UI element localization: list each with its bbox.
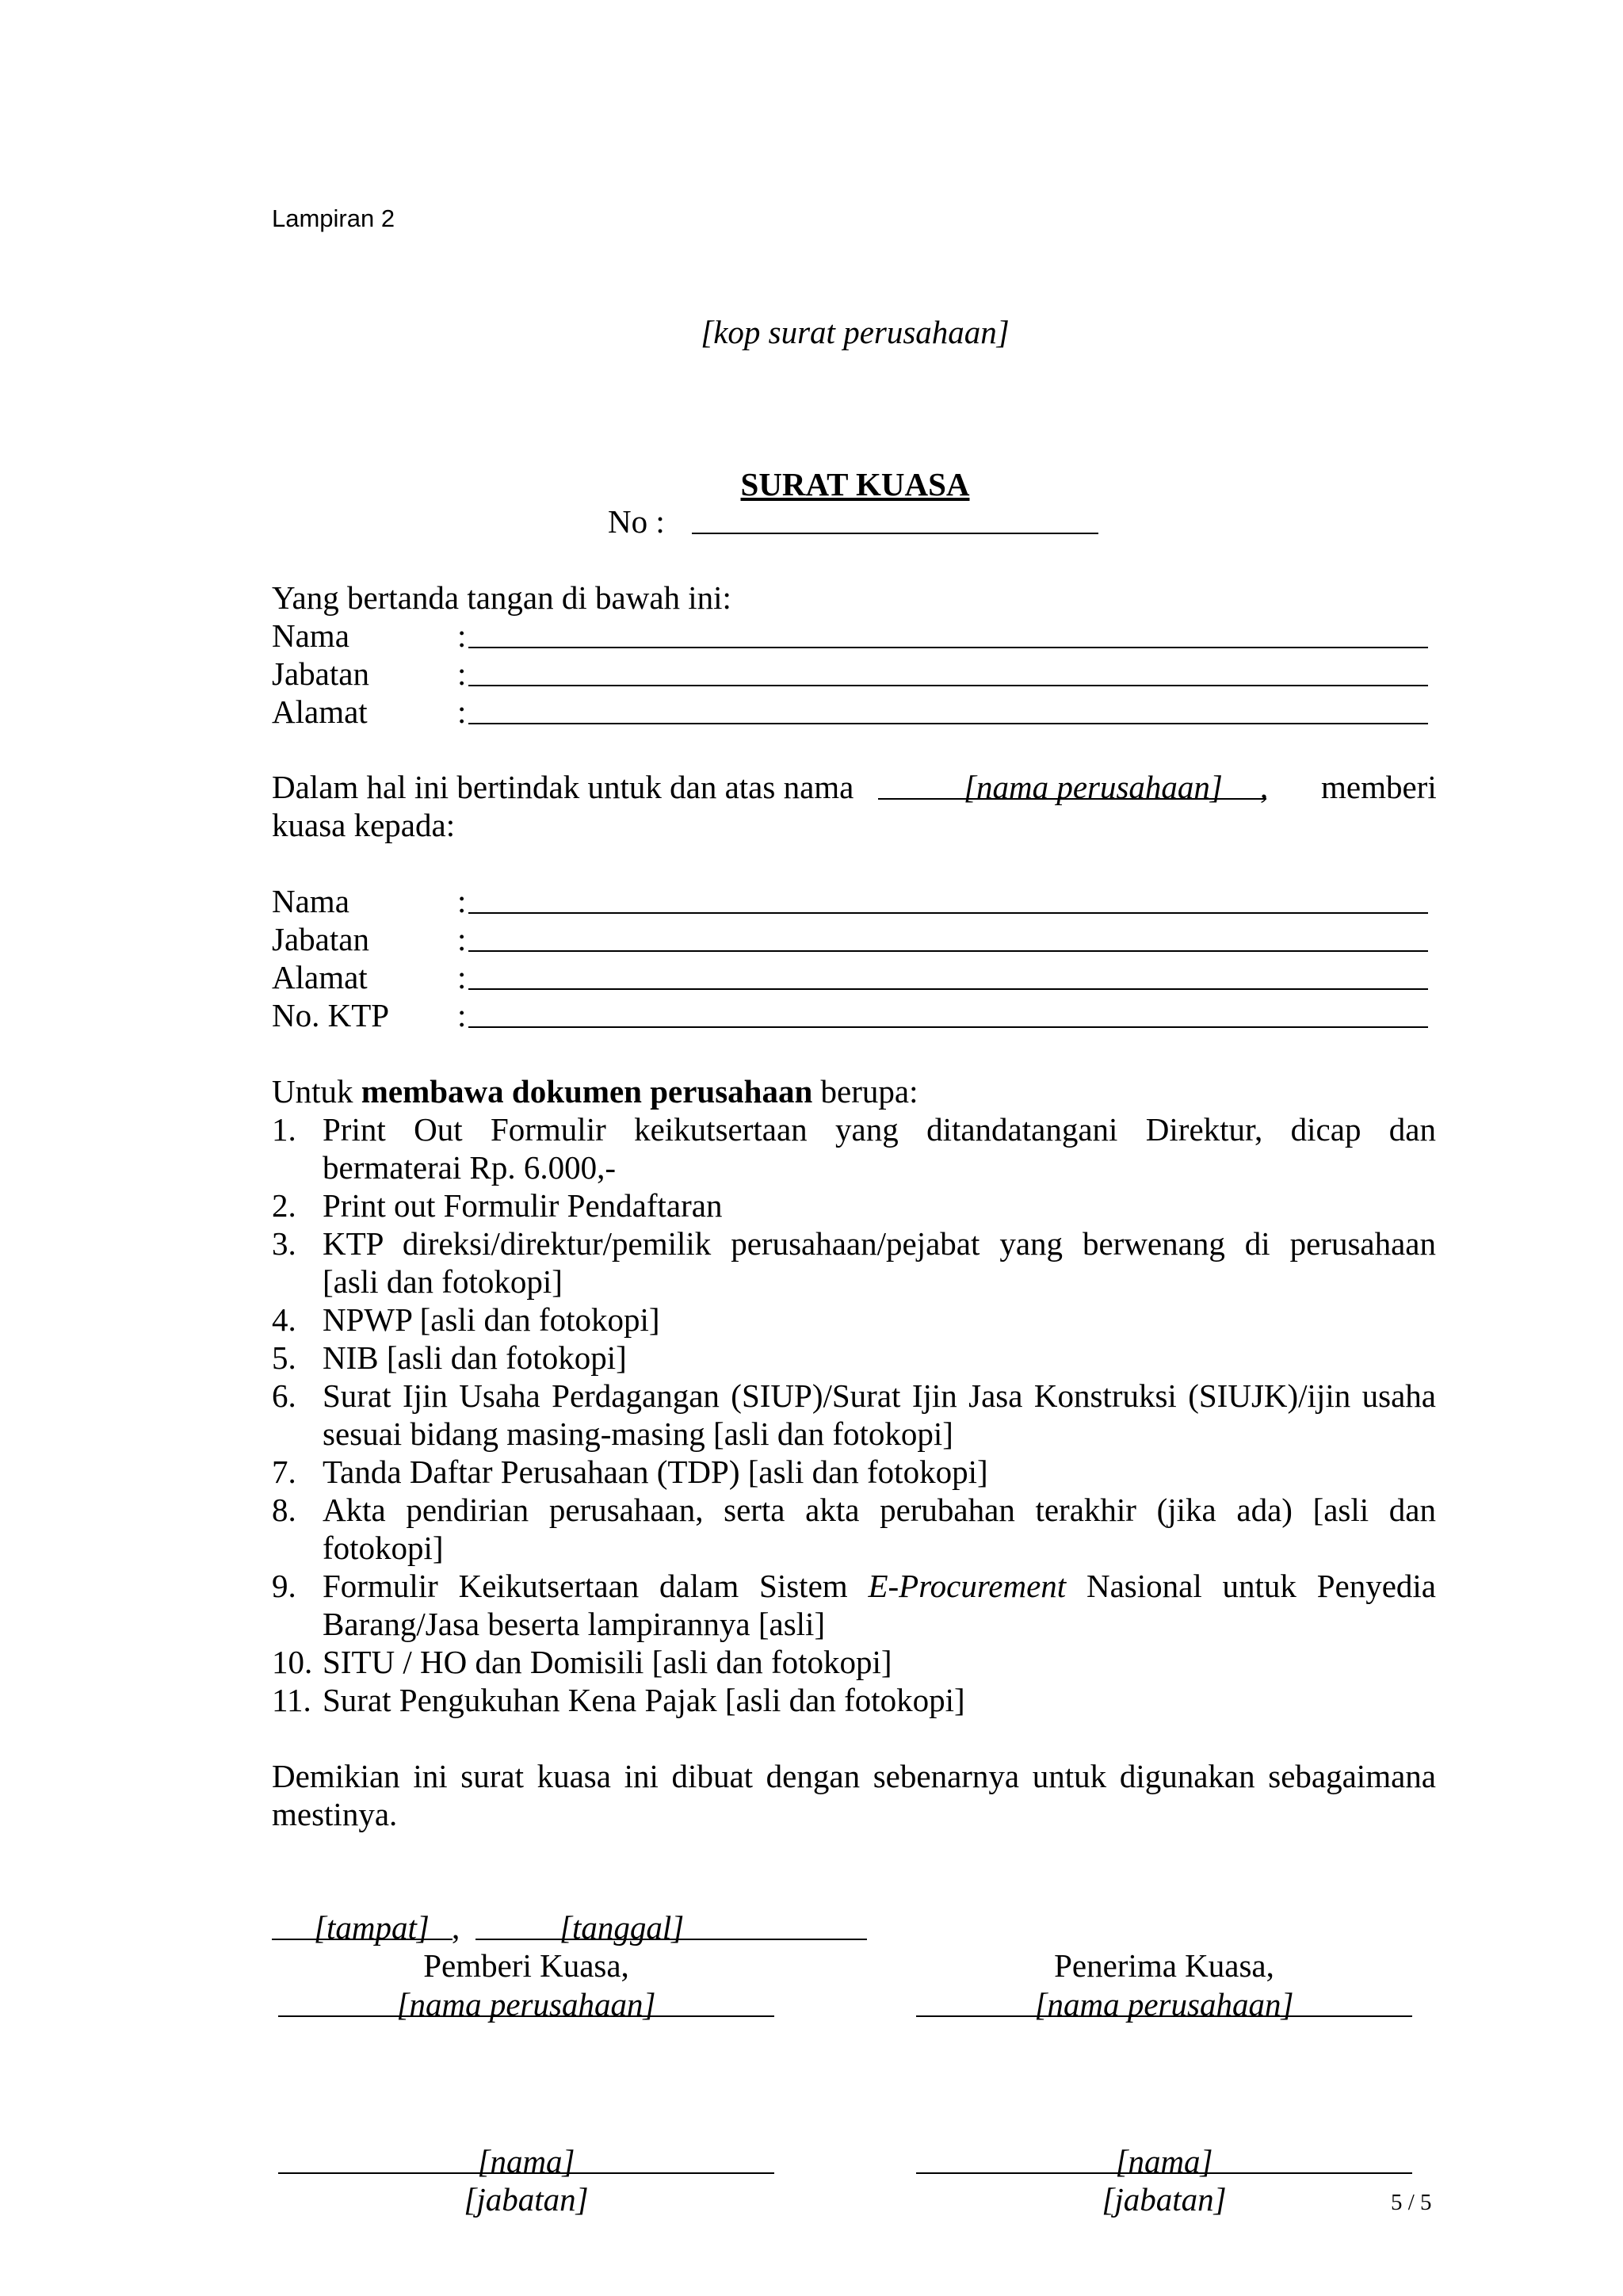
receiver-id-colon: : — [457, 997, 467, 1033]
list-item-text-cont: sesuai bidang masing-masing [asli dan fotokopi] — [323, 1415, 953, 1452]
receiver-sign-position: [jabatan] — [1102, 2181, 1227, 2218]
intro-text: Yang bertanda tangan di bawah ini: — [272, 579, 731, 616]
acting-comma: , — [1260, 769, 1269, 805]
giver-company: [nama perusahaan] — [396, 1986, 656, 2023]
place-date-comma: , — [452, 1909, 460, 1946]
acting-text-line2: kuasa kepada: — [272, 807, 456, 843]
giver-sign-name: [nama] — [477, 2143, 575, 2179]
receiver-company: [nama perusahaan] — [1034, 1986, 1294, 2023]
list-item-text: NPWP [asli dan fotokopi] — [323, 1301, 660, 1338]
receiver-id-label: No. KTP — [272, 997, 390, 1033]
list-item-text: Surat Pengukuhan Kena Pajak [asli dan fotokopi] — [323, 1682, 965, 1718]
list-item-text-part: Nasional untuk Penyedia — [1066, 1568, 1436, 1604]
list-intro-bold: membawa dokumen perusahaan — [361, 1073, 813, 1110]
list-item-text-part: Formulir Keikutsertaan dalam Sistem — [323, 1568, 869, 1604]
document-title: SURAT KUASA — [740, 466, 970, 502]
number-label: No : — [608, 503, 665, 540]
list-item-number: 7. — [272, 1454, 296, 1490]
list-item-number: 10. — [272, 1644, 313, 1680]
receiver-address-label: Alamat — [272, 959, 368, 995]
list-item-text: Tanda Daftar Perusahaan (TDP) [asli dan fotokopi] — [323, 1454, 988, 1490]
list-item-text-italic: E-Procurement — [868, 1568, 1067, 1604]
receiver-name-blank — [468, 912, 1428, 914]
list-item-text-cont: bermaterai Rp. 6.000,- — [323, 1149, 617, 1186]
receiver-position-label: Jabatan — [272, 921, 369, 957]
list-item-text: Surat Ijin Usaha Perdagangan (SIUP)/Surat Ijin Jasa Konstruksi (SIUJK)/ijin usaha — [323, 1377, 1436, 1414]
list-item-number: 8. — [272, 1492, 296, 1528]
list-item-text: Print Out Formulir keikutsertaan yang ditandatangani Direktur, dicap dan — [323, 1111, 1436, 1148]
closing-text-cont: mestinya. — [272, 1796, 398, 1832]
list-item-number: 6. — [272, 1377, 296, 1414]
giver-sign-position: [jabatan] — [464, 2181, 589, 2218]
giver-title: Pemberi Kuasa, — [423, 1947, 629, 1984]
receiver-sign-name: [nama] — [1115, 2143, 1213, 2179]
receiver-name-colon: : — [457, 883, 467, 919]
attachment-label: Lampiran 2 — [272, 204, 395, 232]
list-item-number: 1. — [272, 1111, 296, 1148]
page-number: 5 / 5 — [1391, 2190, 1432, 2215]
list-item-number: 4. — [272, 1301, 296, 1338]
list-item-number: 11. — [272, 1682, 311, 1718]
list-item-text: KTP direksi/direktur/pemilik perusahaan/pejabat yang berwenang di perusahaan — [323, 1225, 1436, 1262]
list-item-text: Print out Formulir Pendaftaran — [323, 1187, 723, 1224]
list-item-text-cont: Barang/Jasa beserta lampirannya [asli] — [323, 1606, 826, 1642]
list-item-text: SITU / HO dan Domisili [asli dan fotokopi] — [323, 1644, 892, 1680]
giver-name-label: Nama — [272, 617, 349, 654]
list-item-text-cont: fotokopi] — [323, 1530, 444, 1566]
list-item-text: NIB [asli dan fotokopi] — [323, 1339, 627, 1376]
receiver-address-colon: : — [457, 959, 467, 995]
acting-text-end: memberi — [1321, 769, 1437, 805]
list-intro-after: berupa: — [812, 1073, 918, 1110]
date-placeholder: [tanggal] — [559, 1909, 685, 1946]
list-item-text: Akta pendirian perusahaan, serta akta perubahan terakhir (jika ada) [asli dan — [323, 1492, 1436, 1528]
closing-text: Demikian ini surat kuasa ini dibuat dengan sebenarnya untuk digunakan sebagaimana — [272, 1758, 1436, 1794]
receiver-name-label: Nama — [272, 883, 349, 919]
receiver-position-blank — [468, 950, 1428, 952]
giver-address-label: Alamat — [272, 693, 368, 730]
list-item-number: 5. — [272, 1339, 296, 1376]
receiver-title: Penerima Kuasa, — [1054, 1947, 1274, 1984]
giver-address-blank — [468, 723, 1428, 724]
letterhead-placeholder: [kop surat perusahaan] — [701, 314, 1010, 350]
place-placeholder: [tampat] — [314, 1909, 430, 1946]
acting-text-start: Dalam hal ini bertindak untuk dan atas nama — [272, 769, 854, 805]
receiver-id-blank — [468, 1026, 1428, 1028]
receiver-address-blank — [468, 988, 1428, 990]
list-item-text — [323, 1567, 1436, 1605]
number-blank — [692, 533, 1098, 534]
receiver-position-colon: : — [457, 921, 467, 957]
list-intro-before: Untuk — [272, 1073, 361, 1110]
list-item-number: 9. — [272, 1568, 296, 1604]
giver-position-label: Jabatan — [272, 655, 369, 692]
list-item-text-cont: [asli dan fotokopi] — [323, 1263, 563, 1300]
giver-address-colon: : — [457, 693, 467, 730]
list-item-number: 3. — [272, 1225, 296, 1262]
giver-position-blank — [468, 685, 1428, 686]
company-placeholder: [nama perusahaan] — [964, 769, 1223, 805]
giver-name-colon: : — [457, 617, 467, 654]
giver-position-colon: : — [457, 655, 467, 692]
giver-name-blank — [468, 647, 1428, 648]
list-item-number: 2. — [272, 1187, 296, 1224]
list-intro — [272, 1072, 918, 1110]
